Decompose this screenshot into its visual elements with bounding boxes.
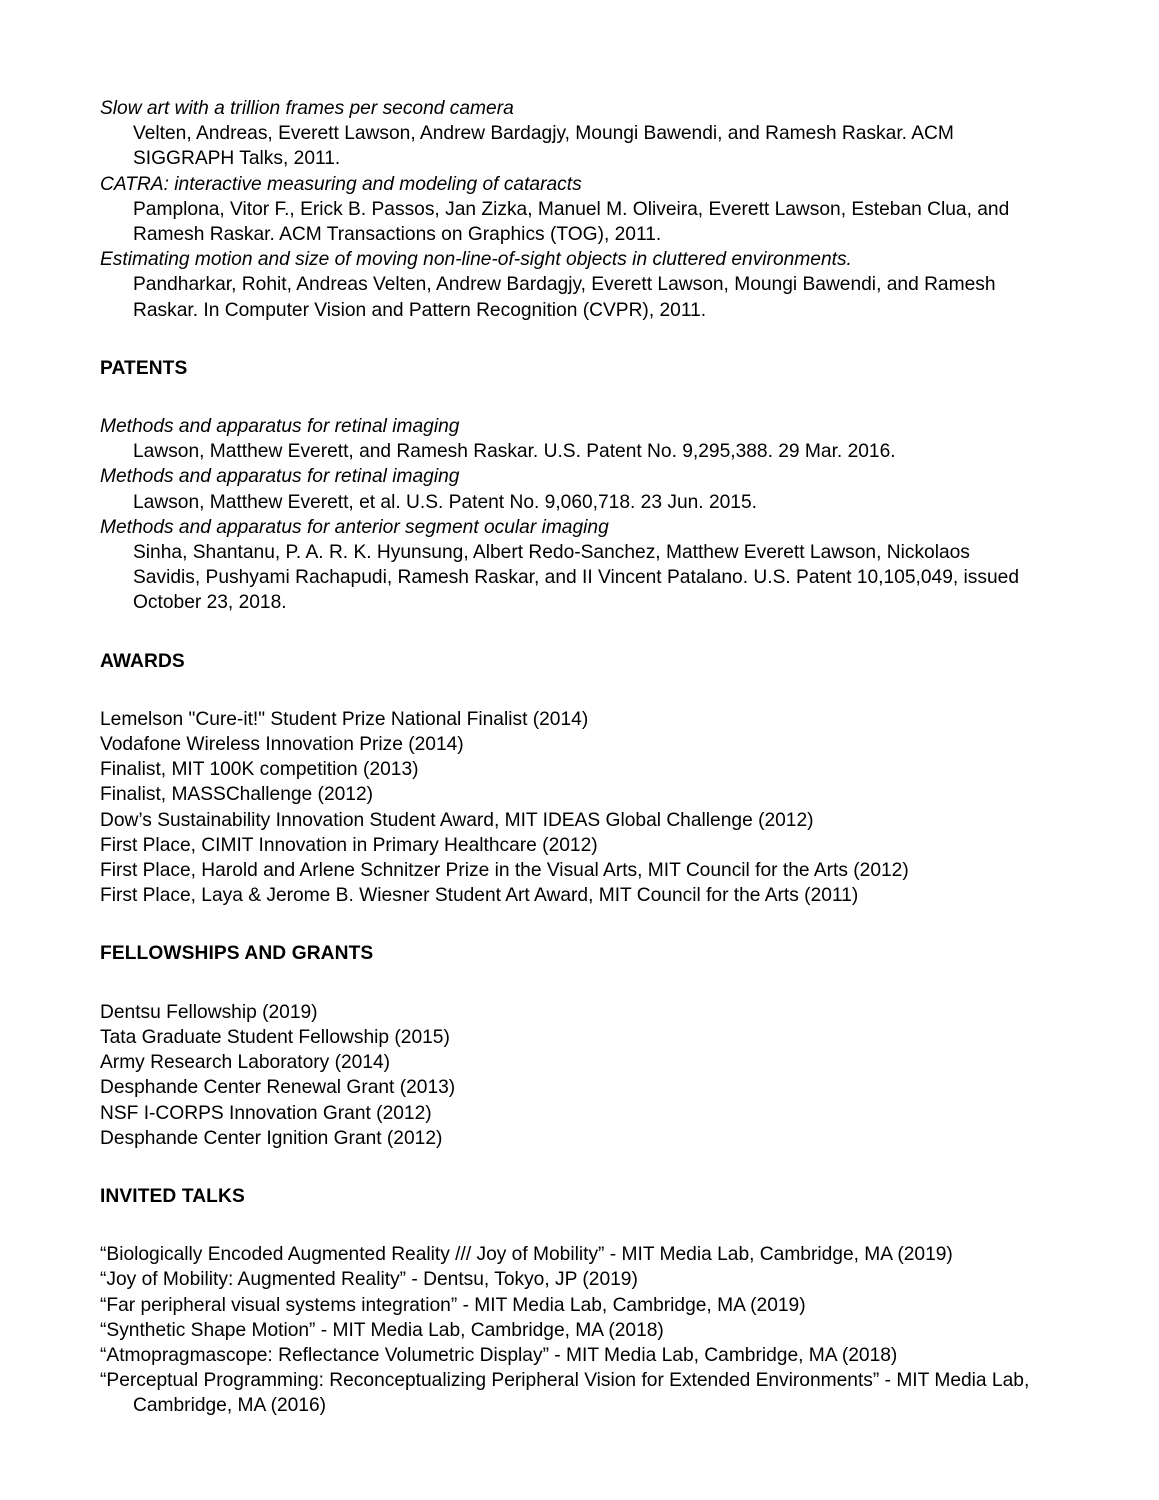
patents-list [100, 414, 1059, 616]
list-item: Finalist, MIT 100K competition (2013) [100, 759, 419, 781]
publication-entry [100, 172, 1059, 248]
publication-title: Slow art with a trillion frames per second camera [100, 98, 514, 119]
patent-citation: Lawson, Matthew Everett, and Ramesh Raskar. U.S. Patent No. 9,295,388. 29 Mar. 2016. [133, 441, 896, 463]
fellowships-and-grants-list [100, 1000, 1059, 1151]
publication-citation: Velten, Andreas, Everett Lawson, Andrew Bardagjy, Moungi Bawendi, and Ramesh Raskar. ACM SIGGRAPH Talks, 2011. [133, 123, 960, 170]
publication-citation: Pandharkar, Rohit, Andreas Velten, Andrew Bardagjy, Everett Lawson, Moungi Bawendi, and Ramesh Raskar. In Computer Vision and Pattern Recognition (CVPR), 2011. [133, 274, 1001, 321]
invited-talks-list [100, 1242, 1059, 1418]
list-item: “Synthetic Shape Motion” - MIT Media Lab, Cambridge, MA (2018) [100, 1319, 664, 1341]
awards-list [100, 707, 1059, 909]
section-heading-invited-talks: INVITED TALKS [100, 1185, 245, 1207]
section-heading-patents: PATENTS [100, 357, 188, 379]
list-item: Lemelson "Cure-it!" Student Prize National Finalist (2014) [100, 708, 589, 730]
list-item: “Far peripheral visual systems integration” - MIT Media Lab, Cambridge, MA (2019) [100, 1294, 806, 1316]
list-item: First Place, Laya & Jerome B. Wiesner Student Art Award, MIT Council for the Arts (2011) [100, 885, 859, 907]
list-item: NSF I-CORPS Innovation Grant (2012) [100, 1102, 432, 1124]
patent-title: Methods and apparatus for retinal imaging [100, 416, 460, 438]
list-item: First Place, Harold and Arlene Schnitzer Prize in the Visual Arts, MIT Council for the Arts (2012) [100, 860, 909, 882]
list-item: First Place, CIMIT Innovation in Primary Healthcare (2012) [100, 834, 598, 856]
patent-entry [100, 414, 1059, 464]
list-item: Tata Graduate Student Fellowship (2015) [100, 1026, 450, 1048]
section-spacer [100, 967, 1059, 1000]
patent-entry [100, 464, 1059, 514]
publication-title: CATRA: interactive measuring and modeling of cataracts [100, 173, 582, 195]
cv-content [100, 96, 1059, 1419]
section-heading-awards: AWARDS [100, 650, 185, 672]
publication-entry [100, 247, 1059, 323]
list-item: “Joy of Mobility: Augmented Reality” - Dentsu, Tokyo, JP (2019) [100, 1269, 638, 1291]
list-item: Finalist, MASSChallenge (2012) [100, 784, 374, 806]
patent-entry [100, 515, 1059, 616]
patent-citation: Lawson, Matthew Everett, et al. U.S. Patent No. 9,060,718. 23 Jun. 2015. [133, 491, 757, 513]
patent-title: Methods and apparatus for anterior segment ocular imaging [100, 516, 609, 538]
section-spacer [100, 616, 1059, 649]
section-spacer [100, 381, 1059, 414]
publication-citation: Pamplona, Vitor F., Erick B. Passos, Jan Zizka, Manuel M. Oliveira, Everett Lawson, Esteban Clua, and Ramesh Raskar. ACM Transactions on Graphics (TOG), 2011. [133, 198, 1015, 246]
list-item: Vodafone Wireless Innovation Prize (2014) [100, 734, 464, 756]
patent-title: Methods and apparatus for retinal imaging [100, 466, 460, 488]
list-item: Dow’s Sustainability Innovation Student Award, MIT IDEAS Global Challenge (2012) [100, 809, 814, 831]
list-item: Desphande Center Ignition Grant (2012) [100, 1127, 443, 1149]
publication-entry [100, 96, 1059, 172]
list-item: Dentsu Fellowship (2019) [100, 1001, 318, 1023]
section-spacer [100, 1209, 1059, 1242]
publications-continued-list [100, 96, 1059, 323]
list-item: Desphande Center Renewal Grant (2013) [100, 1077, 456, 1099]
list-item: “Atmopragmascope: Reflectance Volumetric Display” - MIT Media Lab, Cambridge, MA (2018) [100, 1344, 898, 1366]
list-item: Army Research Laboratory (2014) [100, 1052, 391, 1074]
section-heading-fellowships-and-grants: FELLOWSHIPS AND GRANTS [100, 943, 374, 965]
section-spacer [100, 674, 1059, 707]
patent-citation: Sinha, Shantanu, P. A. R. K. Hyunsung, Albert Redo-Sanchez, Matthew Everett Lawson, Nickolaos Savidis, Pushyami Rachapudi, Ramesh Raskar, and II Vincent Patalano. U.S. Patent 10,105,049, issued October 23, 2018. [133, 542, 1025, 614]
list-item: “Biologically Encoded Augmented Reality /// Joy of Mobility” - MIT Media Lab, Cambridge, MA (2019) [100, 1244, 953, 1266]
list-item: “Perceptual Programming: Reconceptualizing Peripheral Vision for Extended Environments” - MIT Media Lab, Cambridge, MA (2016) [100, 1370, 1035, 1417]
publication-title: Estimating motion and size of moving non-line-of-sight objects in cluttered environments. [100, 249, 852, 271]
section-spacer [100, 323, 1059, 356]
section-spacer [100, 908, 1059, 941]
section-spacer [100, 1151, 1059, 1184]
